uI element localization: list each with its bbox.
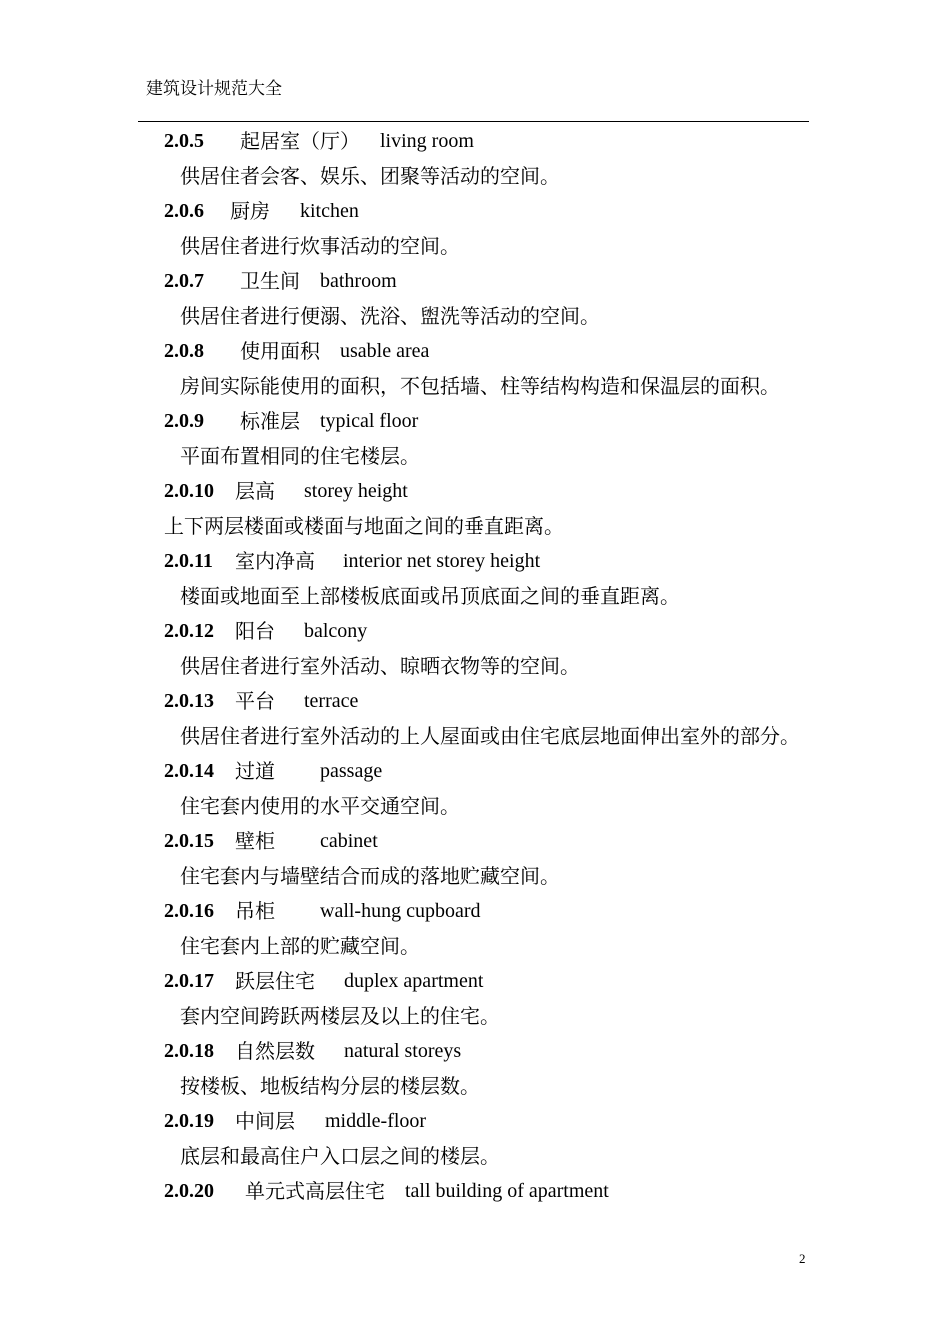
term-number: 2.0.9 [164, 410, 204, 432]
term-2-0-10 [0, 474, 950, 509]
term-number: 2.0.18 [164, 1040, 214, 1062]
term-english: storey height [304, 480, 408, 502]
term-number: 2.0.6 [164, 200, 204, 222]
term-english: interior net storey height [343, 550, 541, 572]
term-english: terrace [304, 690, 359, 712]
term-number: 2.0.7 [164, 270, 204, 292]
definition-text: 供居住者进行便溺、洗浴、盥洗等活动的空间。 [180, 304, 600, 328]
term-number: 2.0.19 [164, 1110, 214, 1132]
definition-2-0-10 [0, 509, 950, 544]
term-chinese: 卫生间 [240, 269, 300, 293]
definition-text: 供居住者会客、娱乐、团聚等活动的空间。 [180, 164, 560, 188]
definition-2-0-7 [0, 299, 950, 334]
term-chinese: 标准层 [240, 409, 300, 433]
term-number: 2.0.13 [164, 690, 214, 712]
term-chinese: 起居室（厅） [240, 129, 360, 153]
term-number: 2.0.16 [164, 900, 214, 922]
term-english: living room [380, 130, 474, 152]
term-number: 2.0.10 [164, 480, 214, 502]
term-chinese: 平台 [235, 689, 275, 713]
term-english: wall-hung cupboard [320, 900, 481, 922]
term-chinese: 层高 [235, 479, 275, 503]
definition-2-0-14 [0, 789, 950, 824]
definition-2-0-12 [0, 649, 950, 684]
term-2-0-20 [0, 1174, 950, 1209]
term-english: typical floor [320, 410, 419, 432]
definition-text: 平面布置相同的住宅楼层。 [180, 444, 420, 468]
term-chinese: 中间层 [235, 1109, 295, 1133]
term-number: 2.0.17 [164, 970, 214, 992]
term-number: 2.0.12 [164, 620, 214, 642]
term-english: passage [320, 760, 383, 782]
term-number: 2.0.8 [164, 340, 204, 362]
definition-text: 住宅套内使用的水平交通空间。 [180, 794, 460, 818]
term-chinese: 使用面积 [240, 339, 320, 363]
definition-text: 楼面或地面至上部楼板底面或吊顶底面之间的垂直距离。 [180, 584, 680, 608]
term-english: cabinet [320, 830, 378, 852]
definition-2-0-13 [0, 719, 950, 754]
term-2-0-6 [0, 194, 950, 229]
term-english: usable area [340, 340, 430, 362]
definition-text: 套内空间跨跃两楼层及以上的住宅。 [180, 1004, 500, 1028]
term-number: 2.0.5 [164, 130, 204, 152]
term-2-0-19 [0, 1104, 950, 1139]
term-2-0-16 [0, 894, 950, 929]
term-number: 2.0.11 [164, 550, 213, 572]
term-chinese: 吊柜 [235, 899, 275, 923]
definition-2-0-19 [0, 1139, 950, 1174]
definition-text: 按楼板、地板结构分层的楼层数。 [180, 1074, 480, 1098]
term-number: 2.0.14 [164, 760, 214, 782]
term-2-0-17 [0, 964, 950, 999]
document-header-title: 建筑设计规范大全 [146, 79, 282, 99]
term-chinese: 自然层数 [235, 1039, 315, 1063]
term-2-0-11 [0, 544, 950, 579]
term-english: kitchen [300, 200, 359, 222]
definition-text: 供居住者进行炊事活动的空间。 [180, 234, 460, 258]
term-2-0-8 [0, 334, 950, 369]
definition-2-0-5 [0, 159, 950, 194]
term-english: natural storeys [344, 1040, 462, 1062]
term-english: duplex apartment [344, 970, 484, 992]
term-number: 2.0.20 [164, 1180, 214, 1202]
term-chinese: 阳台 [235, 619, 275, 643]
definition-2-0-6 [0, 229, 950, 264]
definition-2-0-11 [0, 579, 950, 614]
definition-text: 底层和最高住户入口层之间的楼层。 [180, 1144, 500, 1168]
definition-2-0-15 [0, 859, 950, 894]
header-divider [138, 121, 809, 122]
term-number: 2.0.15 [164, 830, 214, 852]
term-chinese: 单元式高层住宅 [245, 1179, 385, 1203]
term-2-0-12 [0, 614, 950, 649]
definition-text: 房间实际能使用的面积，不包括墙、柱等结构构造和保温层的面积。 [180, 374, 780, 398]
definition-2-0-9 [0, 439, 950, 474]
definition-2-0-17 [0, 999, 950, 1034]
term-english: middle-floor [325, 1110, 427, 1132]
term-2-0-15 [0, 824, 950, 859]
term-2-0-14 [0, 754, 950, 789]
term-chinese: 过道 [235, 759, 275, 783]
definition-2-0-16 [0, 929, 950, 964]
page-number: 2 [799, 1251, 806, 1266]
term-2-0-5 [0, 124, 950, 159]
term-chinese: 室内净高 [235, 549, 315, 573]
definition-text: 供居住者进行室外活动的上人屋面或由住宅底层地面伸出室外的部分。 [180, 724, 800, 748]
definition-text: 住宅套内上部的贮藏空间。 [180, 934, 420, 958]
definition-text: 上下两层楼面或楼面与地面之间的垂直距离。 [164, 514, 564, 538]
term-english: bathroom [320, 270, 397, 292]
term-2-0-9 [0, 404, 950, 439]
term-chinese: 壁柜 [235, 829, 275, 853]
term-2-0-18 [0, 1034, 950, 1069]
term-chinese: 厨房 [230, 199, 270, 223]
definition-text: 住宅套内与墙壁结合而成的落地贮藏空间。 [180, 864, 560, 888]
terms-list [0, 124, 950, 1209]
term-2-0-13 [0, 684, 950, 719]
term-chinese: 跃层住宅 [235, 969, 315, 993]
term-2-0-7 [0, 264, 950, 299]
definition-text: 供居住者进行室外活动、晾晒衣物等的空间。 [180, 654, 580, 678]
term-english: tall building of apartment [405, 1180, 609, 1202]
term-english: balcony [304, 620, 368, 642]
definition-2-0-8 [0, 369, 950, 404]
definition-2-0-18 [0, 1069, 950, 1104]
